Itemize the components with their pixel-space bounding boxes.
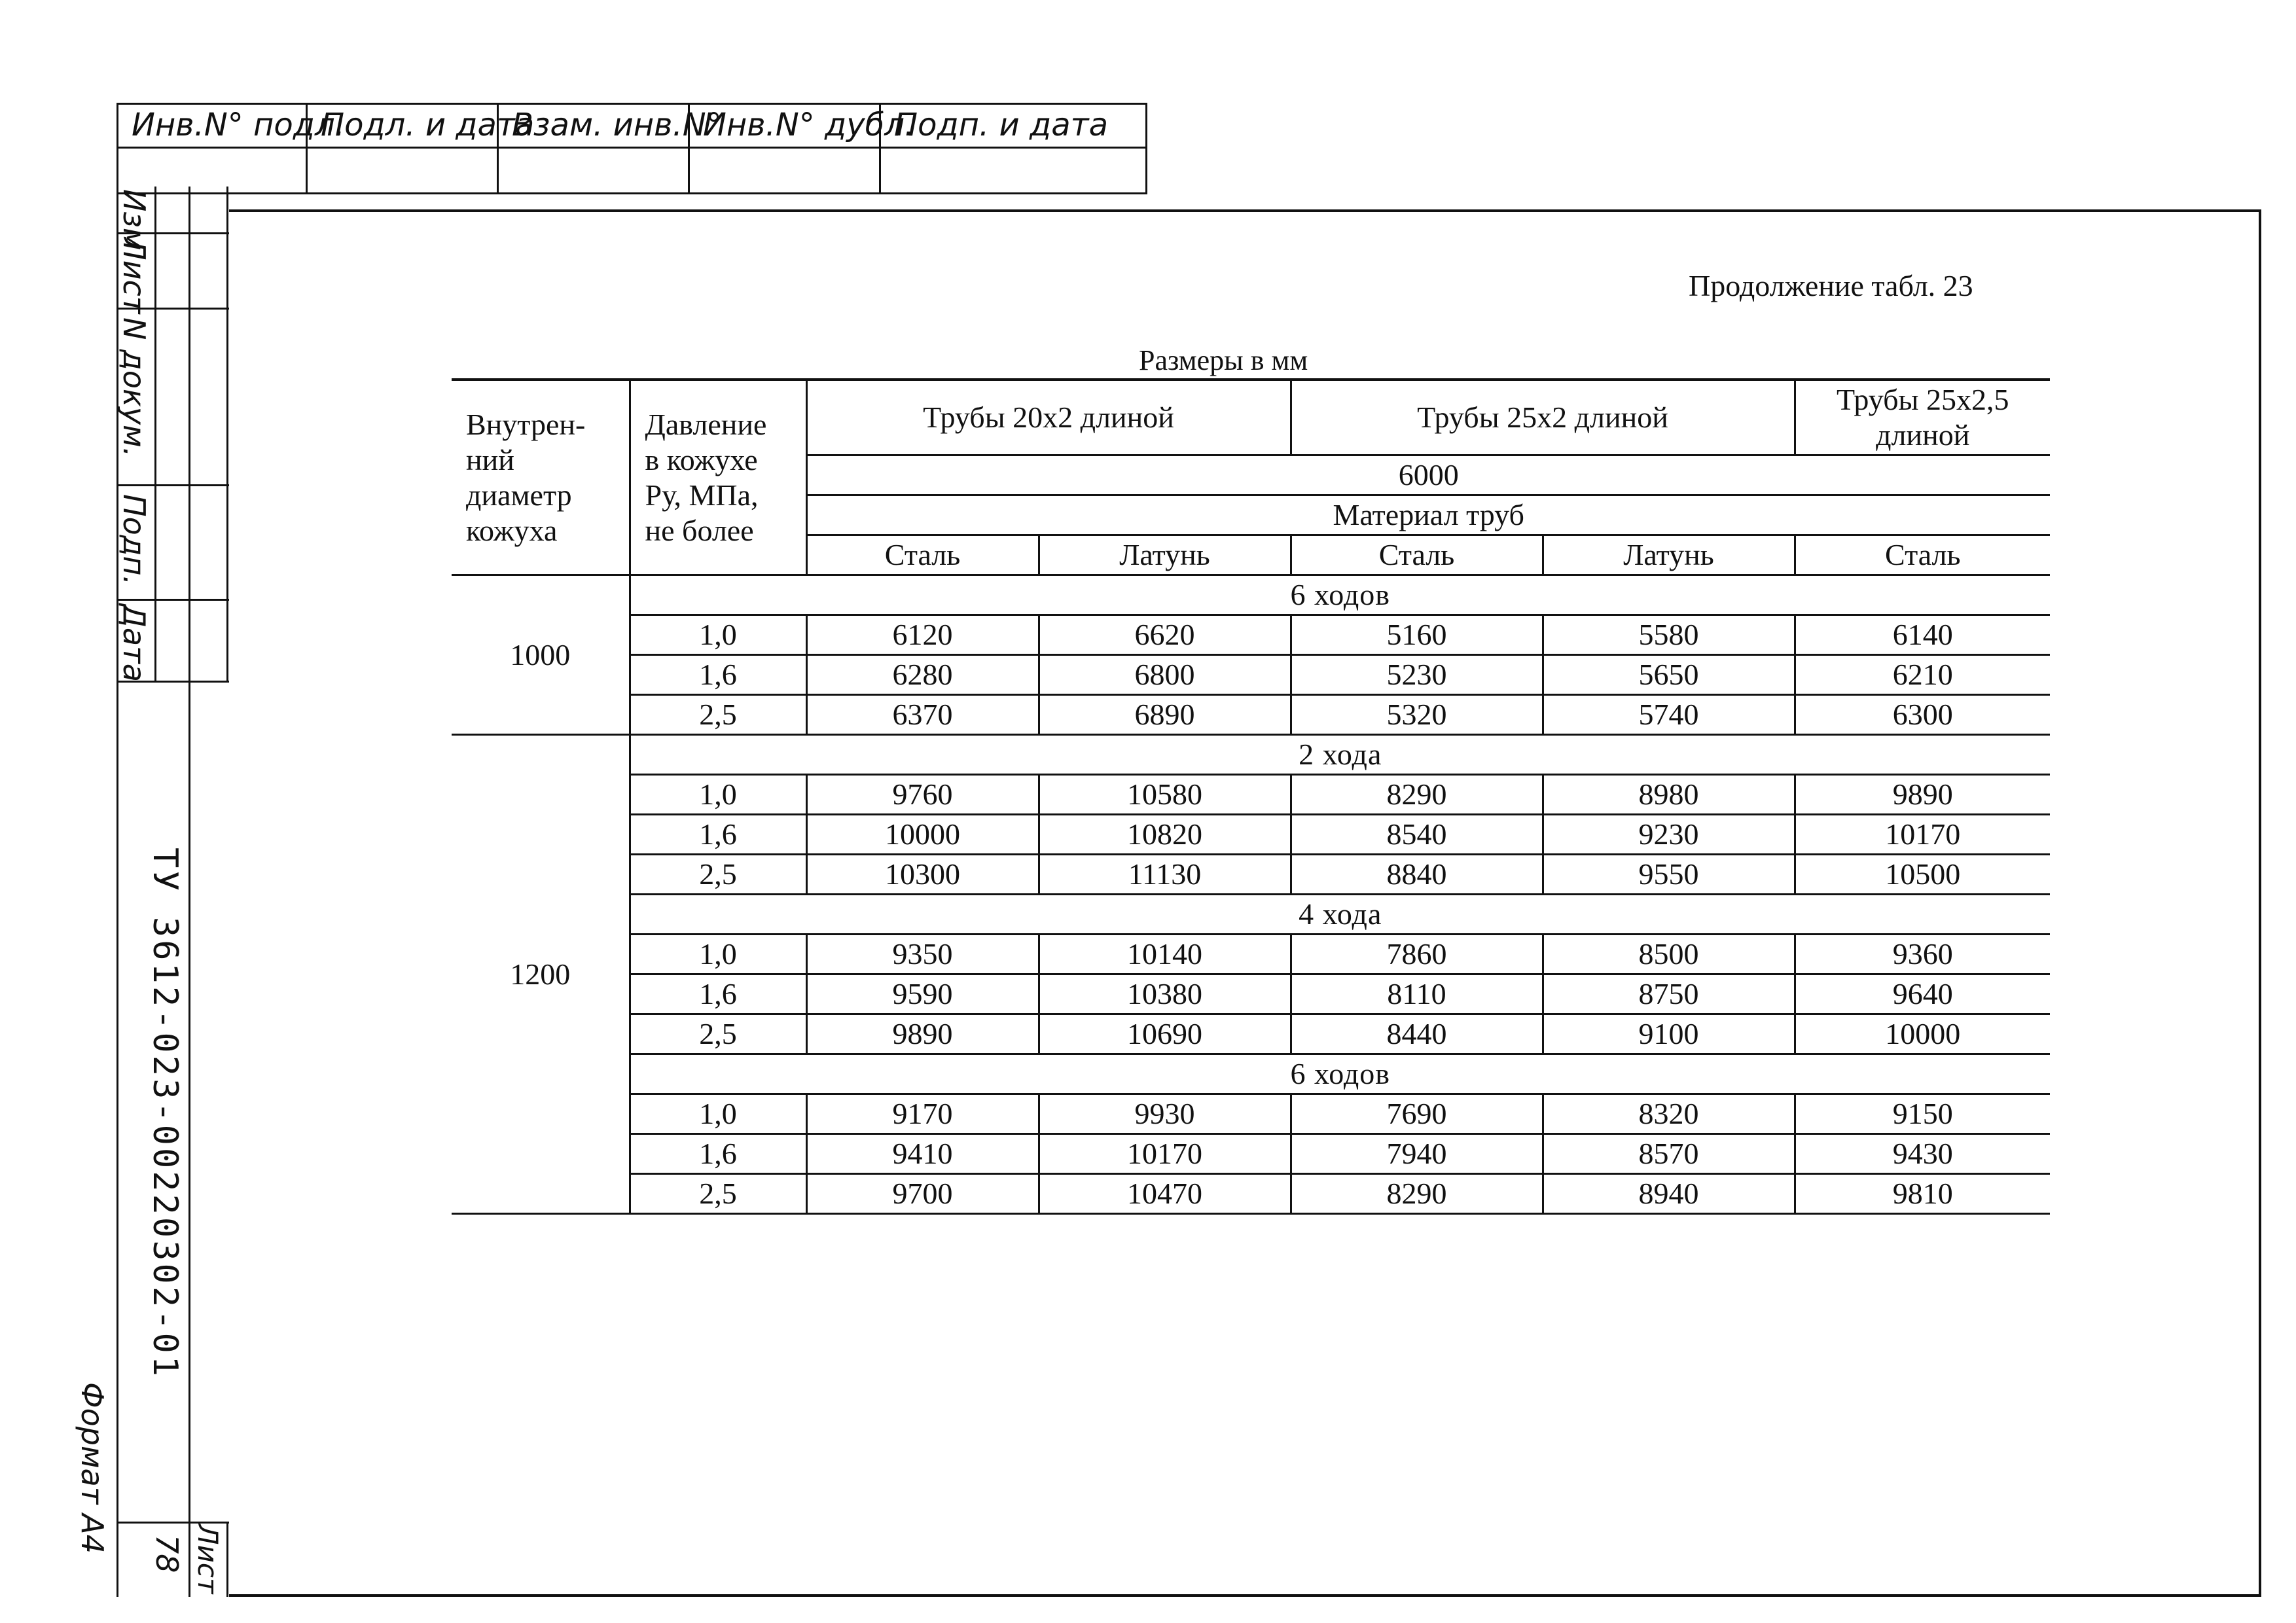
mass-value-cell: 9810 [1795,1174,2050,1214]
mass-value-cell: 9230 [1543,815,1795,855]
strip-line [154,187,156,681]
passes-row [452,735,2050,775]
mass-value-cell: 9590 [806,974,1039,1014]
header-diameter: Внутрен- ний диаметр кожуха [452,380,630,575]
mass-value-cell: 8840 [1291,855,1543,895]
top-stamp [117,103,1223,194]
strip-label-doc-number: N докум. [117,317,152,457]
mass-value-cell: 10170 [1795,815,2050,855]
mass-value-cell: 9350 [806,935,1039,974]
material-col-2: Латунь [1039,535,1291,575]
mass-value-cell: 5320 [1291,695,1543,735]
mass-value-cell: 8750 [1543,974,1795,1014]
header-material: Материал труб [806,495,2050,535]
material-col-5: Сталь [1795,535,2050,575]
material-col-4: Латунь [1543,535,1795,575]
mass-value-cell: 7860 [1291,935,1543,974]
passes-row [452,1054,2050,1094]
mass-value-cell: 10500 [1795,855,2050,895]
table-row [452,855,2050,895]
mass-value-cell: 5160 [1291,615,1543,655]
mass-value-cell: 9100 [1543,1014,1795,1054]
mass-value-cell: 8290 [1291,775,1543,815]
mass-value-cell: 9930 [1039,1094,1291,1134]
table-row [452,1094,2050,1134]
stamp-label-sign-date-2: Подп. и дата [894,107,1108,143]
mass-value-cell: 8320 [1543,1094,1795,1134]
mass-value-cell: 10140 [1039,935,1291,974]
mass-value-cell: 8500 [1543,935,1795,974]
material-col-3: Сталь [1291,535,1543,575]
document-code: ТУ 3612-023-00220302-01 [145,847,185,1380]
pressure-cell: 1,0 [630,775,806,815]
strip-label-date: Дата [117,604,152,683]
mass-value-cell: 7690 [1291,1094,1543,1134]
passes-label: 6 ходов [630,575,2050,615]
pressure-cell: 2,5 [630,1014,806,1054]
mass-value-cell: 8110 [1291,974,1543,1014]
units-note: Размеры в мм [1139,344,1308,376]
mass-value-cell: 6300 [1795,695,2050,735]
table-row [452,1174,2050,1214]
mass-value-cell: 9640 [1795,974,2050,1014]
table-row [452,935,2050,974]
pressure-cell: 2,5 [630,855,806,895]
mass-value-cell: 10380 [1039,974,1291,1014]
continuation-title: Продолжение табл. 23 [1689,269,1973,302]
mass-value-cell: 9700 [806,1174,1039,1214]
mass-value-cell: 6620 [1039,615,1291,655]
table-row [452,974,2050,1014]
table-row [452,775,2050,815]
mass-value-cell: 9430 [1795,1134,2050,1174]
pressure-cell: 1,0 [630,1094,806,1134]
format-label: Формат А4 [75,1382,110,1554]
passes-label: 2 хода [630,735,2050,775]
mass-value-cell: 5650 [1543,655,1795,695]
pressure-cell: 1,6 [630,1134,806,1174]
strip-line [117,484,229,486]
mass-value-cell: 9890 [1795,775,2050,815]
stamp-label-replace-inv: Взам. инв.N° [512,107,722,143]
mass-value-cell: 8440 [1291,1014,1543,1054]
stamp-value-cell-2 [306,147,499,194]
mass-value-cell: 10820 [1039,815,1291,855]
stamp-cell-sign-date-2 [879,103,1147,149]
stamp-value-cell-3 [497,147,690,194]
header-pressure: Давление в кожухе Ру, МПа, не более [630,380,806,575]
material-col-1: Сталь [806,535,1039,575]
mass-value-cell: 8540 [1291,815,1543,855]
mass-value-cell: 9170 [806,1094,1039,1134]
header-tube-group-2: Трубы 25х2 длиной [1291,380,1795,455]
mass-value-cell: 5740 [1543,695,1795,735]
header-length: 6000 [806,455,2050,495]
pressure-cell: 1,6 [630,974,806,1014]
mass-value-cell: 10580 [1039,775,1291,815]
strip-label-sheet: Лист [117,238,152,314]
mass-value-cell: 5230 [1291,655,1543,695]
mass-value-cell: 6890 [1039,695,1291,735]
mass-value-cell: 8290 [1291,1174,1543,1214]
stamp-cell-sign-date-1 [306,103,535,149]
pressure-cell: 1,6 [630,815,806,855]
mass-value-cell: 9360 [1795,935,2050,974]
pressure-cell: 1,0 [630,615,806,655]
passes-label: 4 хода [630,895,2050,935]
mass-value-cell: 9150 [1795,1094,2050,1134]
stamp-value-cell-5 [879,147,1147,194]
left-binding-strip [117,187,229,1597]
mass-value-cell: 6140 [1795,615,2050,655]
mass-value-cell: 8980 [1543,775,1795,815]
pressure-cell: 1,0 [630,935,806,974]
mass-value-cell: 7940 [1291,1134,1543,1174]
passes-row [452,895,2050,935]
strip-line [226,1522,228,1597]
mass-value-cell: 9550 [1543,855,1795,895]
stamp-label-inv-dupl: Инв.N° дубл. [703,107,915,143]
mass-value-cell: 6280 [806,655,1039,695]
stamp-cell-replace-inv [497,103,722,149]
stamp-cell-inv-dupl [688,103,915,149]
mass-value-cell: 5580 [1543,615,1795,655]
sheet-label: Лист [192,1524,224,1594]
header-tube-group-1: Трубы 20х2 длиной [806,380,1291,455]
header-row-1 [452,380,2050,455]
sheet-number: 78 [149,1535,185,1573]
passes-label: 6 ходов [630,1054,2050,1094]
mass-value-cell: 11130 [1039,855,1291,895]
pressure-cell: 2,5 [630,695,806,735]
mass-value-cell: 10000 [1795,1014,2050,1054]
header-tube-group-3: Трубы 25х2,5 длиной [1795,380,2050,455]
table-row [452,1134,2050,1174]
strip-label-signature: Подп. [117,494,152,586]
mass-value-cell: 10000 [806,815,1039,855]
mass-value-cell: 10470 [1039,1174,1291,1214]
strip-line [226,187,228,681]
shell-diameter: 1200 [452,735,630,1214]
pressure-cell: 2,5 [630,1174,806,1214]
mass-value-cell: 9760 [806,775,1039,815]
strip-label-change: Изм [117,189,152,251]
mass-value-cell: 9410 [806,1134,1039,1174]
strip-line [188,187,190,1597]
shell-diameter: 1000 [452,575,630,735]
table-row [452,815,2050,855]
mass-value-cell: 6800 [1039,655,1291,695]
mass-value-cell: 6370 [806,695,1039,735]
table-row [452,615,2050,655]
table-row [452,655,2050,695]
mass-value-cell: 6120 [806,615,1039,655]
stamp-label-sign-date-1: Подл. и дата [321,107,535,143]
table-body [452,380,2050,1214]
shell-mass-table [452,378,2050,1215]
mass-value-cell: 10170 [1039,1134,1291,1174]
stamp-value-cell-4 [688,147,881,194]
strip-line [117,599,229,601]
strip-line [117,1522,229,1524]
mass-value-cell: 6210 [1795,655,2050,695]
mass-value-cell: 9890 [806,1014,1039,1054]
table-row [452,695,2050,735]
mass-value-cell: 10690 [1039,1014,1291,1054]
table-row [452,1014,2050,1054]
passes-row [452,575,2050,615]
mass-value-cell: 8940 [1543,1174,1795,1214]
mass-value-cell: 8570 [1543,1134,1795,1174]
pressure-cell: 1,6 [630,655,806,695]
mass-value-cell: 10300 [806,855,1039,895]
stamp-cell-inv-orig [117,103,345,149]
stamp-label-inv-orig: Инв.N° подл. [132,107,345,143]
